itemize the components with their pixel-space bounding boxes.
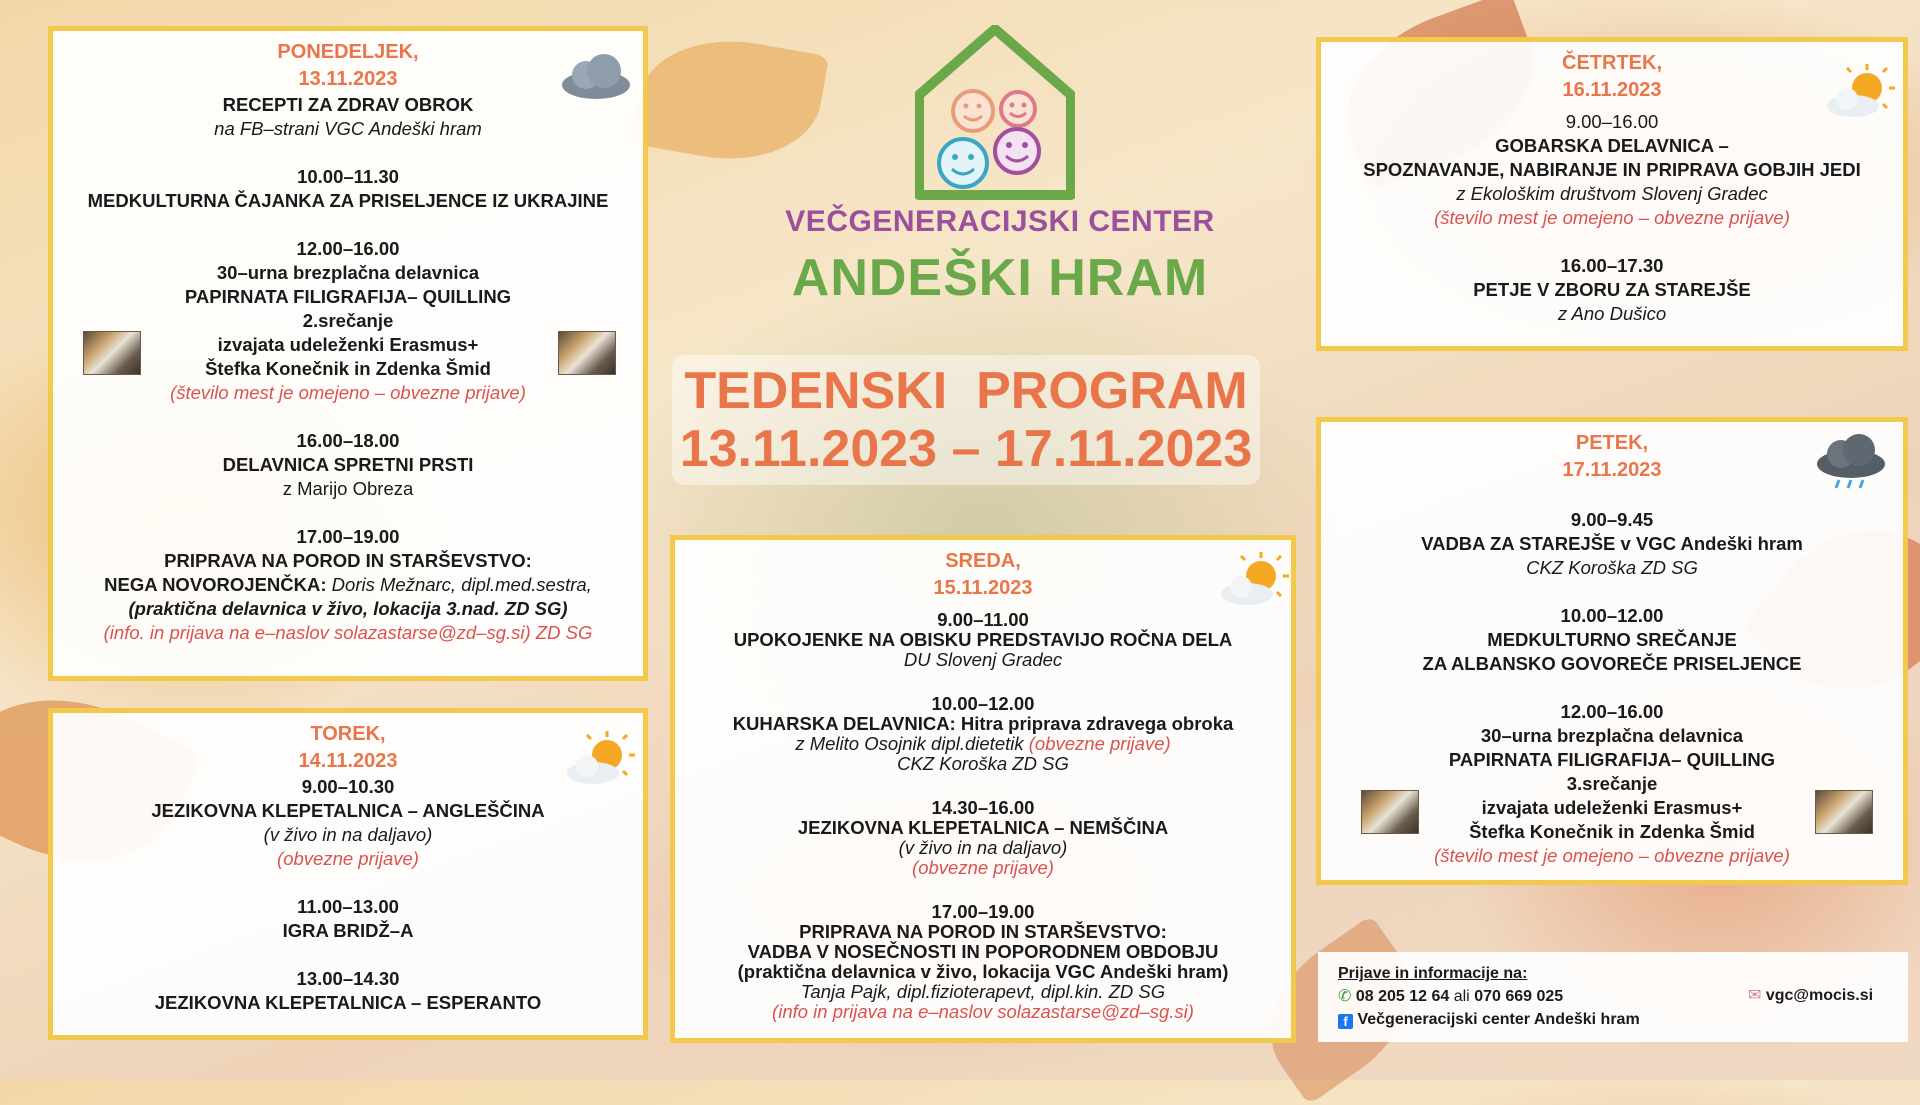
event-time: 14.30–16.00: [931, 797, 1035, 818]
day-date: 15.11.2023: [933, 577, 1033, 599]
card-tuesday: [48, 708, 648, 1040]
cloud-icon: [556, 45, 636, 105]
event-title: JEZIKOVNA KLEPETALNICA – ANGLEŠČINA: [151, 800, 545, 821]
event-title: UPOKOJENKE NA OBISKU PREDSTAVIJO ROČNA DELA: [733, 629, 1233, 650]
event-note: (število mest je omejeno – obvezne prijave): [1434, 845, 1790, 866]
event-time: 17.00–19.00: [931, 901, 1035, 922]
contact-facebook-row: [1338, 1008, 1908, 1031]
event-title: GOBARSKA DELAVNICA –: [1495, 135, 1729, 156]
event-subtitle: na FB–strani VGC Andeški hram: [214, 118, 482, 139]
contact-phone-separator: ali: [1449, 988, 1475, 1005]
day-name: SREDA,: [945, 550, 1021, 572]
sun-cloud-icon: [561, 729, 641, 789]
day-date: 13.11.2023: [298, 68, 398, 90]
sun-cloud-icon: [1821, 62, 1901, 122]
contact-facebook[interactable]: Večgeneracijski center Andeški hram: [1357, 1011, 1640, 1028]
event-time: 17.00–19.00: [296, 526, 400, 547]
event-line: 3.srečanje: [1566, 773, 1658, 794]
event-subtitle: (v živo in na daljavo): [263, 824, 433, 845]
event-note: (obvezne prijave): [1028, 733, 1171, 754]
event-line: [53, 573, 643, 597]
day-name: PETEK,: [1575, 432, 1649, 454]
event-note: (število mest je omejeno – obvezne prijave): [170, 382, 526, 403]
contact-email-row: [1748, 984, 1873, 1007]
event-title: PETJE V ZBORU ZA STAREJŠE: [1473, 279, 1751, 300]
event-time: 10.00–12.00: [931, 693, 1035, 714]
event-subtitle: z Melito Osojnik dipl.dietetik: [795, 733, 1029, 754]
event-time: 12.00–16.00: [296, 238, 400, 259]
event-line: Štefka Konečnik in Zdenka Šmid: [1469, 821, 1755, 842]
event-subtitle: (v živo in na daljavo): [898, 837, 1068, 858]
event-line: 30–urna brezplačna delavnica: [216, 262, 480, 283]
quilling-photo-left: [83, 331, 141, 375]
contact-box: [1318, 952, 1908, 1042]
event-time: 9.00–10.30: [301, 776, 395, 797]
event-note-tail: ZD SG: [530, 622, 593, 643]
event-time: 9.00–16.00: [1565, 111, 1659, 132]
quilling-photo-left: [1361, 790, 1419, 834]
event-line: (praktična delavnica v živo, lokacija VGC Andeški hram): [737, 961, 1229, 982]
event-line-italic: Doris Mežnarc, dipl.med.sestra,: [326, 574, 592, 595]
event-time: 16.00–17.30: [1560, 255, 1664, 276]
event-note: (obvezne prijave): [912, 857, 1054, 878]
event-line: 30–urna brezplačna delavnica: [1480, 725, 1744, 746]
background-leaf: [631, 25, 829, 174]
contact-phone1[interactable]: 08 205 12 64: [1355, 988, 1450, 1005]
event-time: 9.00–11.00: [937, 609, 1029, 630]
event-title: VADBA ZA STAREJŠE v VGC Andeški hram: [1421, 533, 1803, 554]
event-subtitle: DU Slovenj Gradec: [903, 649, 1063, 670]
event-organizer: CKZ Koroška ZD SG: [897, 753, 1069, 774]
event-title: PRIPRAVA NA POROD IN STARŠEVSTVO:: [164, 550, 532, 571]
card-thursday: [1316, 37, 1908, 351]
event-title: SPOZNAVANJE, NABIRANJE IN PRIPRAVA GOBJIH JEDI: [1363, 159, 1861, 180]
card-wednesday: [670, 535, 1296, 1043]
logo-title-line1: VEČGENERACIJSKI CENTER: [785, 205, 1215, 238]
contact-heading: Prijave in informacije na:: [1338, 965, 1528, 982]
event-time: 10.00–11.30: [297, 166, 399, 187]
event-title: KUHARSKA DELAVNICA: Hitra priprava zdravega obroka: [732, 713, 1234, 734]
event-title: MEDKULTURNO SREČANJE: [1487, 629, 1737, 650]
event-subtitle: CKZ Koroška ZD SG: [1526, 557, 1698, 578]
event-line: [675, 734, 1291, 754]
event-note: (obvezne prijave): [277, 848, 419, 869]
card-friday: [1316, 417, 1908, 885]
event-time: 12.00–16.00: [1560, 701, 1664, 722]
logo-title-line2: ANDEŠKI HRAM: [791, 249, 1209, 307]
event-note: (info in prijava na e–naslov solazastarse@zd–sg.si): [772, 1001, 1194, 1022]
quilling-photo-right: [558, 331, 616, 375]
card-monday: [48, 26, 648, 681]
event-title: ZA ALBANSKO GOVOREČE PRISELJENCE: [1422, 653, 1802, 674]
event-subtitle: z Ano Dušico: [1557, 303, 1667, 324]
email-icon: ✉: [1748, 987, 1762, 1004]
event-line: (praktična delavnica v živo, lokacija 3.nad. ZD SG): [128, 598, 568, 619]
facebook-icon: f: [1338, 1014, 1353, 1029]
day-name: ČETRTEK,: [1562, 52, 1662, 74]
event-subtitle: z Ekološkim društvom Slovenj Gradec: [1456, 183, 1768, 204]
event-title: JEZIKOVNA KLEPETALNICA – NEMŠČINA: [797, 817, 1169, 838]
day-name: PONEDELJEK,: [277, 41, 419, 63]
event-title: PAPIRNATA FILIGRAFIJA– QUILLING: [1448, 749, 1776, 770]
rain-cloud-icon: [1811, 432, 1891, 492]
event-time: 11.00–13.00: [297, 896, 399, 917]
event-title: JEZIKOVNA KLEPETALNICA – ESPERANTO: [154, 992, 542, 1013]
event-line-bold: NEGA NOVOROJENČKA:: [104, 574, 327, 595]
event-time: 13.00–14.30: [296, 968, 400, 989]
event-note: [53, 621, 643, 645]
event-line: izvajata udeleženki Erasmus+: [1481, 797, 1743, 818]
phone-icon: ✆: [1338, 988, 1352, 1005]
quilling-photo-right: [1815, 790, 1873, 834]
event-line: Štefka Konečnik in Zdenka Šmid: [205, 358, 491, 379]
event-time: 16.00–18.00: [296, 430, 400, 451]
event-line: Tanja Pajk, dipl.fizioterapevt, dipl.kin. ZD SG: [800, 981, 1166, 1002]
event-time: 9.00–9.45: [1570, 509, 1654, 530]
event-note-red: (info. in prijava na e–naslov solazastarse@zd–sg.si): [103, 622, 531, 643]
sun-cloud-icon: [1215, 550, 1295, 610]
event-title: MEDKULTURNA ČAJANKA ZA PRISELJENCE IZ UKRAJINE: [87, 190, 609, 211]
house-smileys-icon: [915, 25, 1075, 200]
event-title: IGRA BRIDŽ–A: [282, 920, 414, 941]
contact-email[interactable]: vgc@mocis.si: [1765, 987, 1874, 1004]
event-note: (število mest je omejeno – obvezne prijave): [1434, 207, 1790, 228]
event-title: RECEPTI ZA ZDRAV OBROK: [222, 94, 474, 115]
program-title-box: [672, 355, 1260, 485]
day-date: 16.11.2023: [1562, 79, 1662, 101]
program-dates: 13.11.2023 – 17.11.2023: [679, 420, 1253, 478]
day-name: TOREK,: [310, 723, 386, 745]
event-title: DELAVNICA SPRETNI PRSTI: [222, 454, 474, 475]
program-title: TEDENSKI PROGRAM: [684, 362, 1248, 420]
event-line: izvajata udeleženki Erasmus+: [217, 334, 479, 355]
event-title: PAPIRNATA FILIGRAFIJA– QUILLING: [184, 286, 512, 307]
event-line: 2.srečanje: [302, 310, 394, 331]
event-subtitle: z Marijo Obreza: [282, 478, 414, 499]
contact-phone2[interactable]: 070 669 025: [1474, 988, 1564, 1005]
day-date: 17.11.2023: [1562, 459, 1662, 481]
day-date: 14.11.2023: [298, 750, 398, 772]
event-title: PRIPRAVA NA POROD IN STARŠEVSTVO:: [799, 921, 1167, 942]
event-title: VADBA V NOSEČNOSTI IN POPORODNEM OBDOBJU: [747, 941, 1219, 962]
event-time: 10.00–12.00: [1560, 605, 1664, 626]
